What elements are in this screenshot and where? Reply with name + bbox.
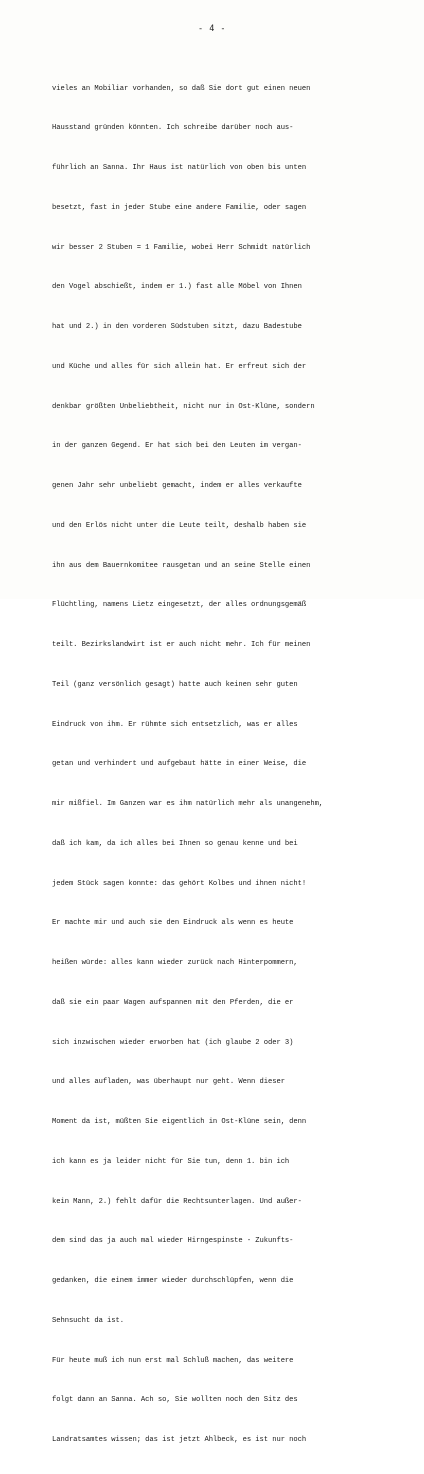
text-line: Landratsamtes wissen; das ist jetzt Ahlbeck, es ist nur noch <box>52 1436 307 1444</box>
text-line: kein Mann, 2.) fehlt dafür die Rechtsunterlagen. Und außer- <box>52 1197 302 1206</box>
page-number: - 4 - <box>197 24 227 34</box>
text-line: hat und 2.) in den vorderen Südstuben sitzt, dazu Badestube <box>52 323 302 331</box>
text-line: Für heute muß ich nun erst mal Schluß machen, das weitere <box>52 1356 294 1365</box>
text-line: Sehnsucht da ist. <box>52 1316 124 1325</box>
text-line: Er machte mir und auch sie den Eindruck als wenn es heute <box>52 919 294 928</box>
text-line: genen Jahr sehr unbeliebt gemacht, indem er alles verkaufte <box>52 482 302 490</box>
text-line: führlich an Sanna. Ihr Haus ist natürlich von oben bis unten <box>52 164 307 172</box>
text-line: Moment da ist, müßten Sie eigentlich in Ost-Klüne sein, denn <box>52 1118 307 1126</box>
text-line: getan und verhindert und aufgebaut hätte in einer Weise, die <box>52 760 307 769</box>
text-line: den Vogel abschießt, indem er 1.) fast alle Möbel von Ihnen <box>52 283 302 292</box>
text-line: jedem Stück sagen konnte: das gehört Kolbes und ihnen nicht! <box>52 879 307 888</box>
text-line: und Küche und alles für sich allein hat. Er erfreut sich der <box>52 362 307 371</box>
text-line: mir mißfiel. Im Ganzen war es ihm natürlich mehr als unangenehm, <box>52 800 324 808</box>
text-line: Teil (ganz versönlich gesagt) hatte auch keinen sehr guten <box>52 680 298 689</box>
text-line: dem sind das ja auch mal wieder Hirngespinste - Zukunfts- <box>52 1237 294 1246</box>
text-line: Eindruck von ihm. Er rühmte sich entsetzlich, was er alles <box>52 720 298 729</box>
text-line: in der ganzen Gegend. Er hat sich bei den Leuten im vergan- <box>52 442 302 451</box>
text-line: daß ich kam, da ich alles bei Ihnen so genau kenne und bei <box>52 839 298 848</box>
text-line: daß sie ein paar Wagen aufspannen mit den Pferden, die er <box>52 998 294 1007</box>
text-line: und den Erlös nicht unter die Leute teilt, deshalb haben sie <box>52 521 307 530</box>
letter-body <box>52 56 396 1474</box>
text-line: und alles aufladen, was überhaupt nur geht. Wenn dieser <box>52 1078 285 1087</box>
text-line: vieles an Mobiliar vorhanden, so daß Sie dort gut einen neuen <box>52 84 311 93</box>
text-line: besetzt, fast in jeder Stube eine andere Familie, oder sagen <box>52 203 307 212</box>
text-line: Flüchtling, namens Lietz eingesetzt, der alles ordnungsgemäß <box>52 601 307 610</box>
text-line: teilt. Bezirkslandwirt ist er auch nicht mehr. Ich für meinen <box>52 641 311 649</box>
text-line: ich kann es ja leider nicht für Sie tun, denn 1. bin ich <box>52 1157 290 1166</box>
text-line: denkbar größten Unbeliebtheit, nicht nur in Ost-Klüne, sondern <box>52 402 315 411</box>
text-line: Hausstand gründen könnten. Ich schreibe darüber noch aus- <box>52 124 294 133</box>
text-line: sich inzwischen wieder erworben hat (ich glaube 2 oder 3) <box>52 1038 294 1047</box>
text-line: ihn aus dem Bauernkomitee rausgetan und an seine Stelle einen <box>52 561 311 570</box>
text-line: folgt dann an Sanna. Ach so, Sie wollten noch den Sitz des <box>52 1396 298 1405</box>
text-line: gedanken, die einem immer wieder durchschlüpfen, wenn die <box>52 1277 294 1285</box>
text-line: wir besser 2 Stuben = 1 Familie, wobei Herr Schmidt natürlich <box>52 243 311 252</box>
text-line: heißen würde: alles kann wieder zurück nach Hinterpommern, <box>52 959 298 967</box>
